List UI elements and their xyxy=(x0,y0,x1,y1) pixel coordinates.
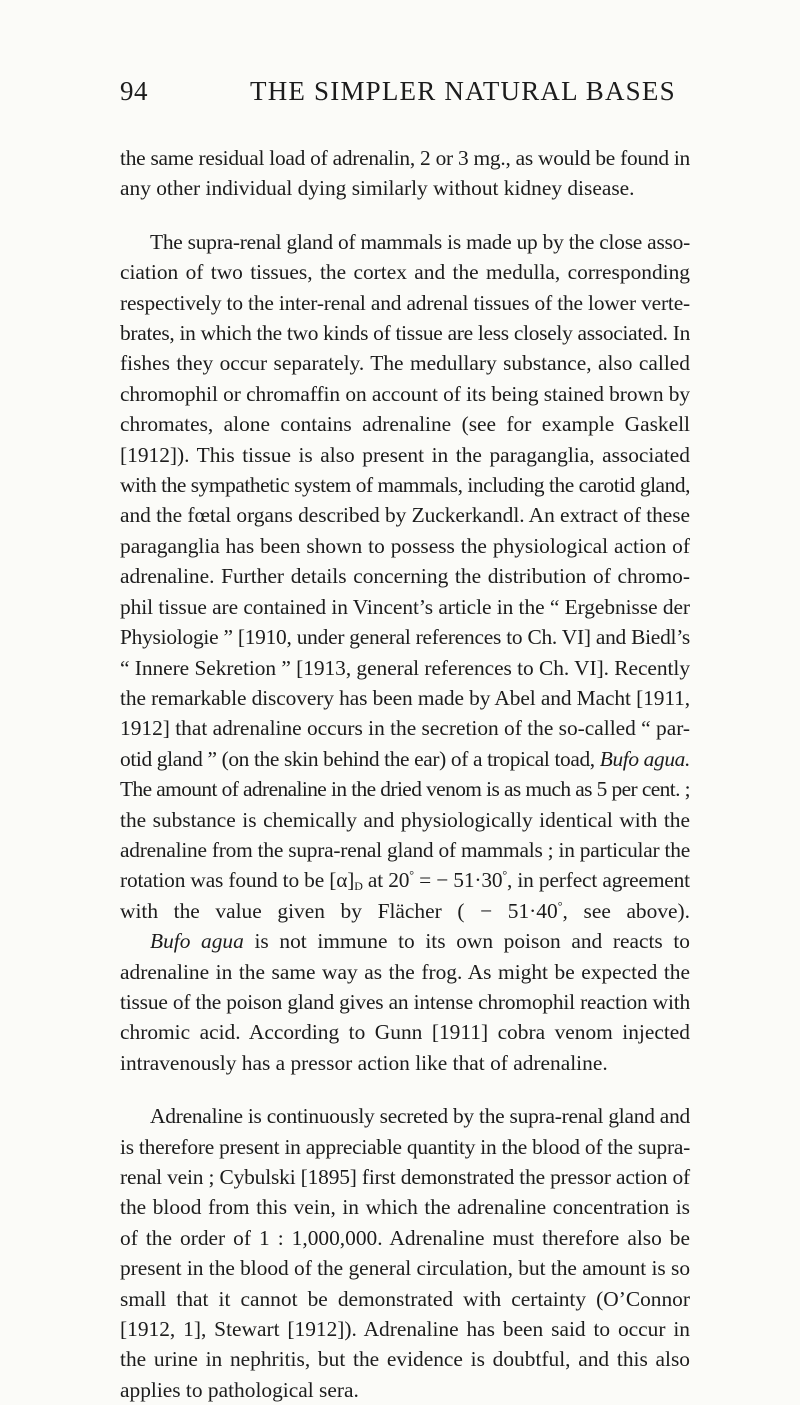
degree-sign: ° xyxy=(502,868,508,883)
text-line: The amount of adrenaline in the dried venom is as much as 5 per cent. ; xyxy=(120,777,690,802)
text-line: adrenaline from the supra-renal gland of mammals ; in particular the xyxy=(120,837,690,862)
text-line: fishes they occur separately. The medullary substance, also called xyxy=(120,351,690,376)
text-line: present in the blood of the general circulation, but the amount is so xyxy=(120,1256,690,1281)
text-line: small that it cannot be demonstrated with certainty (O’Connor xyxy=(120,1286,690,1311)
text-line: renal vein ; Cybulski [1895] first demonstrated the pressor action of xyxy=(120,1165,690,1189)
running-head: THE SIMPLER NATURAL BASES xyxy=(250,76,676,106)
text-line: Adrenaline is continuously secreted by the supra-renal gland and xyxy=(150,1104,690,1129)
text-line xyxy=(120,744,690,774)
text-line: of the order of 1 : 1,000,000. Adrenaline must therefore also be xyxy=(120,1225,690,1250)
text-line: The supra-renal gland of mammals is made up by the close asso- xyxy=(150,229,690,254)
text-line: chromates, alone contains adrenaline (see for example Gaskell xyxy=(120,412,690,437)
text-line: Bufo agua is not immune to its own poison and reacts to xyxy=(150,929,691,954)
text-line: the blood from this vein, in which the adrenaline concentration is xyxy=(120,1195,690,1220)
species-name-italic: Bufo agua. xyxy=(599,746,690,771)
text-line: the urine in nephritis, but the evidence is doubtful, and this also xyxy=(120,1347,690,1372)
text-line: “ Innere Sekretion ” [1913, general references to Ch. VI]. Recently xyxy=(120,655,690,680)
text-line: with the value given by Flächer ( − 51·40°, see above). xyxy=(120,898,690,923)
text-line: paraganglia has been shown to possess the physiological action of xyxy=(120,533,690,558)
text-line: [1912, 1], Stewart [1912]). Adrenaline has been said to occur in xyxy=(120,1317,690,1342)
text-line: any other individual dying similarly without kidney disease. xyxy=(120,176,635,201)
subscript-d: D xyxy=(354,879,363,894)
degree-sign: ° xyxy=(557,898,563,913)
text-line: brates, in which the two kinds of tissue are less closely associated. In xyxy=(120,321,690,346)
body-text xyxy=(120,143,690,1405)
text-line: is therefore present in appreciable quantity in the blood of the supra- xyxy=(120,1134,690,1159)
page-number: 94 xyxy=(120,76,148,106)
text-line: 1912] that adrenaline occurs in the secretion of the so-called “ par- xyxy=(120,716,690,741)
text-line: adrenaline in the same way as the frog. As might be expected the xyxy=(120,959,690,984)
page-header xyxy=(120,76,700,116)
text-line: the substance is chemically and physiologically identical with the xyxy=(120,807,690,832)
text-line: chromic acid. According to Gunn [1911] cobra venom injected xyxy=(120,1020,690,1045)
text-line: tissue of the poison gland gives an intense chromophil reaction with xyxy=(120,989,690,1014)
text-line: the remarkable discovery has been made by Abel and Macht [1911, xyxy=(120,685,690,710)
text-line: the same residual load of adrenalin, 2 or 3 mg., as would be found in xyxy=(120,146,690,170)
text-line: respectively to the inter-renal and adrenal tissues of the lower verte- xyxy=(120,290,690,315)
text-line: intravenously has a pressor action like that of adrenaline. xyxy=(120,1050,608,1075)
text-line: ciation of two tissues, the cortex and the medulla, corresponding xyxy=(120,260,690,285)
text-line: chromophil or chromaffin on account of its being stained brown by xyxy=(120,381,690,406)
text-line-rotation: rotation was found to be $[\alpha]_D$ at 20° = − 51·30°, in perfect agreement xyxy=(120,868,690,894)
text-line: [1912]). This tissue is also present in the paraganglia, associated xyxy=(120,442,690,467)
text-line: Physiologie ” [1910, under general references to Ch. VI] and Biedl’s xyxy=(120,625,690,650)
text-line: phil tissue are contained in Vincent’s article in the “ Ergebnisse der xyxy=(120,594,690,619)
text-run: otid gland ” (on the skin behind the ear) of a tropical toad, xyxy=(120,746,595,771)
text-line: with the sympathetic system of mammals, including the carotid gland, xyxy=(120,473,690,498)
text-line: applies to pathological sera. xyxy=(120,1377,359,1402)
degree-sign: ° xyxy=(409,868,414,883)
text-line: adrenaline. Further details concerning the distribution of chromo- xyxy=(120,564,690,589)
text-line: and the fœtal organs described by Zuckerkandl. An extract of these xyxy=(120,503,690,528)
species-name-italic: Bufo agua xyxy=(150,929,244,954)
